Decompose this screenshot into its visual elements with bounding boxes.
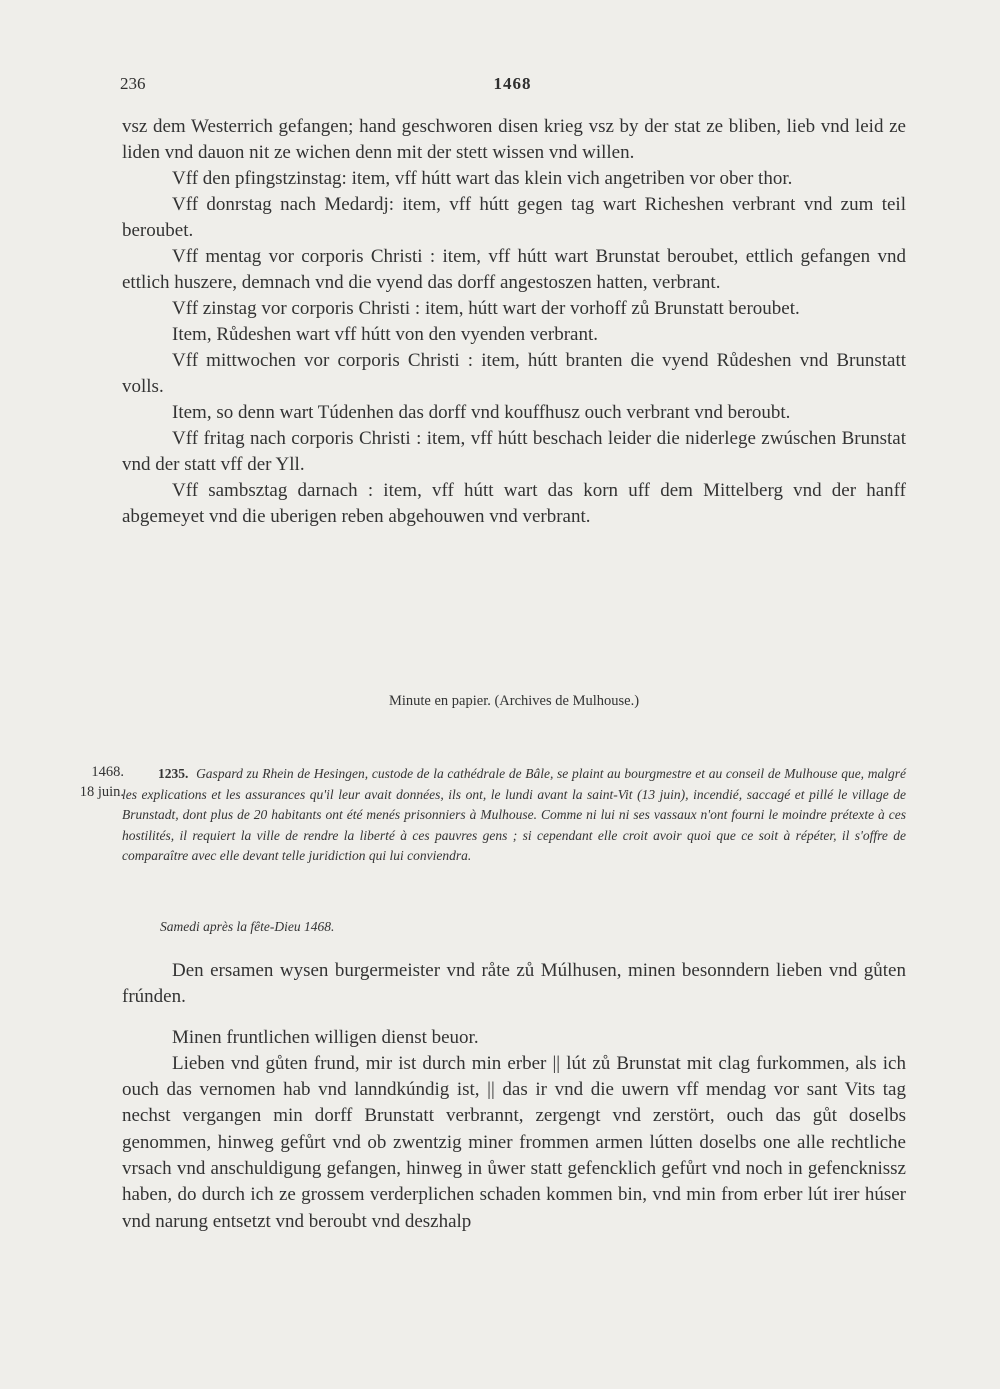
paragraph: Vff donrstag nach Medardj: item, vff hútt gegen tag wart Richeshen verbrant vnd zum teil beroubet.	[122, 194, 906, 241]
letter-address: Den ersamen wysen burgermeister vnd råte zů Múlhusen, minen besonndern lieben vnd gůten frúnden.	[122, 960, 906, 1008]
margin-date-day: 18 juin.	[79, 784, 124, 800]
paragraph: Item, so denn wart Túdenhen das dorff vnd kouffhusz ouch verbrant vnd beroubt.	[172, 402, 791, 423]
document-summary	[122, 764, 906, 867]
paragraph: Vff zinstag vor corporis Christi : item, hútt wart der vorhoff zů Brunstatt beroubet.	[172, 298, 800, 319]
margin-date-year: 1468.	[91, 764, 124, 780]
running-head-year: 1468	[493, 74, 532, 93]
paragraph: Vff mentag vor corporis Christi : item, vff hútt wart Brunstat beroubet, ettlich gefangen vnd ettlich huszere, demnach vnd die vyend das dorff angestoszen hatten, verbrant.	[122, 246, 906, 293]
paragraph: Vff sambsztag darnach : item, vff hútt wart das korn uff dem Mittelberg vnd der hanff abgemeyet vnd die uberigen reben abgehouwen vnd verbrant.	[122, 480, 906, 527]
summary-text: Gaspard zu Rhein de Hesingen, custode de la cathédrale de Bâle, se plaint au bourgmestre et au conseil de Mulhouse que, malgré les explications et les assurances qu'il leur avait données, ils ont, le lundi avant la saint-Vit (13 juin), incendié, saccagé et pillé le village de Brunstadt, dont plus de 20 habitants ont été menés prisonniers à Mulhouse. Comme ni lui ni ses vassaux n'ont fourni le moindre prétexte à ces hostilités, il requiert la ville de rendre la liberté à ces pauvres gens ; si cependant elle croit avoir quoi que ce soit à répéter, il s'offre de comparaître avec elle devant telle juridiction qui lui conviendra.	[122, 766, 906, 863]
page-header	[120, 74, 905, 100]
page-number: 236	[120, 74, 146, 93]
paragraph: Item, Růdeshen wart vff hútt von den vyenden verbrant.	[172, 324, 598, 345]
dateline: Samedi après la fête-Dieu 1468.	[160, 919, 335, 934]
paragraph: Vff mittwochen vor corporis Christi : item, hútt branten die vyend Růdeshen vnd Brunstatt volls.	[122, 350, 906, 397]
document-number: 1235.	[158, 766, 189, 781]
chronicle-text	[122, 114, 906, 530]
paragraph: vsz dem Westerrich gefangen; hand geschworen disen krieg vsz by der stat ze bliben, lieb vnd leid ze liden vnd dauon nit ze wichen denn mit der stett wissen vnd willen.	[122, 116, 906, 163]
paragraph: Vff fritag nach corporis Christi : item, vff hútt beschach leider die niderlege zwúschen Brunstat vnd der statt vff der Yll.	[122, 428, 906, 475]
paragraph: Vff den pfingstzinstag: item, vff hútt wart das klein vich angetriben vor ober thor.	[172, 168, 793, 189]
letter-greeting: Minen fruntlichen willigen dienst beuor.	[172, 1026, 479, 1048]
margin-date	[40, 762, 124, 802]
letter-body: Lieben vnd gůten frund, mir ist durch min erber || lút zů Brunstat mit clag furkommen, als ich ouch das vernomen hab vnd lanndkúndig ist, || das ir vnd die uwern vff mendag vor sant Vits tag nechst vergangen min dorff Brunstatt verbrannt, zergengt vnd zerstört, ouch das gůt doselbs genommen, hinweg gefůrt vnd ob zwentzig miner frommen armen lútten doselbs one alle rechtliche vrsach vnd anschuldigung gefangen, hinweg in ůwer statt gefencklich gefůrt vnd noch in gefencknissz haben, do durch ich ze grossem verderplichen schaden kommen bin, vnd min from erber lút irer húser vnd narung entsetzt vnd beroubt vnd deszhalp	[122, 1052, 906, 1232]
source-note: Minute en papier. (Archives de Mulhouse.)	[388, 693, 640, 709]
letter-text	[122, 958, 906, 1235]
